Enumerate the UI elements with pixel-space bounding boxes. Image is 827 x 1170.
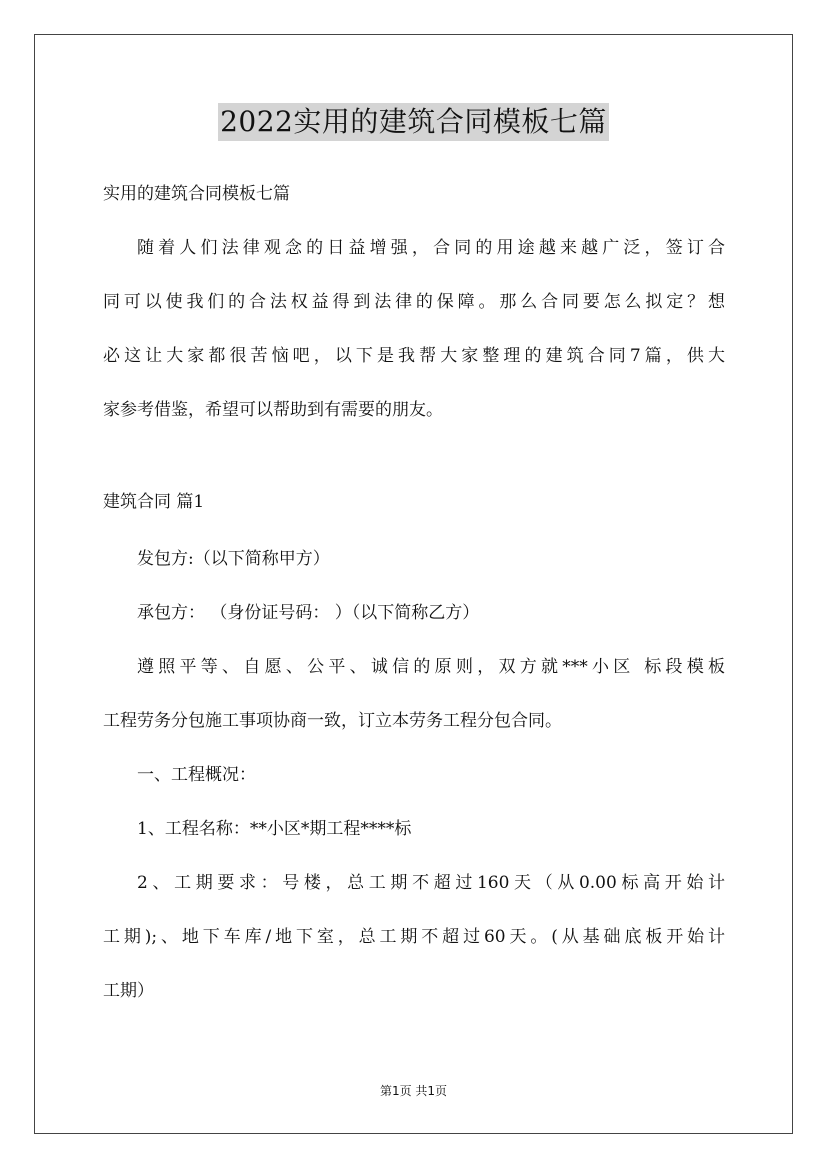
title-wrap xyxy=(0,103,827,141)
item-overview: 一、工程概况： xyxy=(137,765,256,785)
period-line: 工期） xyxy=(103,981,154,1001)
principle-line: 工程劳务分包施工事项协商一致，订立本劳务工程分包合同。 xyxy=(103,711,562,731)
intro-line: 同可以使我们的合法权益得到法律的保障。那么合同要怎么拟定？想 xyxy=(103,292,725,312)
principle-line: 遵照平等、自愿、公平、诚信的原则，双方就***小区 标段模板 xyxy=(137,657,725,677)
intro-line: 家参考借鉴，希望可以帮助到有需要的朋友。 xyxy=(103,400,443,420)
document-title: 2022实用的建筑合同模板七篇 xyxy=(218,103,609,141)
period-line: 工期);、地下车库/地下室，总工期不超过60天。(从基础底板开始计 xyxy=(103,927,725,947)
party-b: 承包方： （身份证号码： ）（以下简称乙方） xyxy=(137,603,480,623)
document-body xyxy=(103,178,725,1007)
party-a: 发包方:（以下简称甲方） xyxy=(137,549,330,569)
subtitle: 实用的建筑合同模板七篇 xyxy=(103,184,290,204)
section-heading: 建筑合同 篇1 xyxy=(103,492,205,512)
page-footer: 第1页 共1页 xyxy=(379,1084,448,1098)
period-paragraph xyxy=(103,867,725,1007)
intro-line: 随着人们法律观念的日益增强，合同的用途越来越广泛，签订合 xyxy=(137,238,725,258)
period-line: 2、工期要求：号楼，总工期不超过160天（从0.00标高开始计 xyxy=(137,873,725,893)
intro-paragraph xyxy=(103,232,725,426)
intro-line: 必这让大家都很苦恼吧，以下是我帮大家整理的建筑合同7篇，供大 xyxy=(103,346,725,366)
principle-paragraph xyxy=(103,651,725,737)
item-project-name: 1、工程名称：**小区*期工程****标 xyxy=(137,819,412,839)
